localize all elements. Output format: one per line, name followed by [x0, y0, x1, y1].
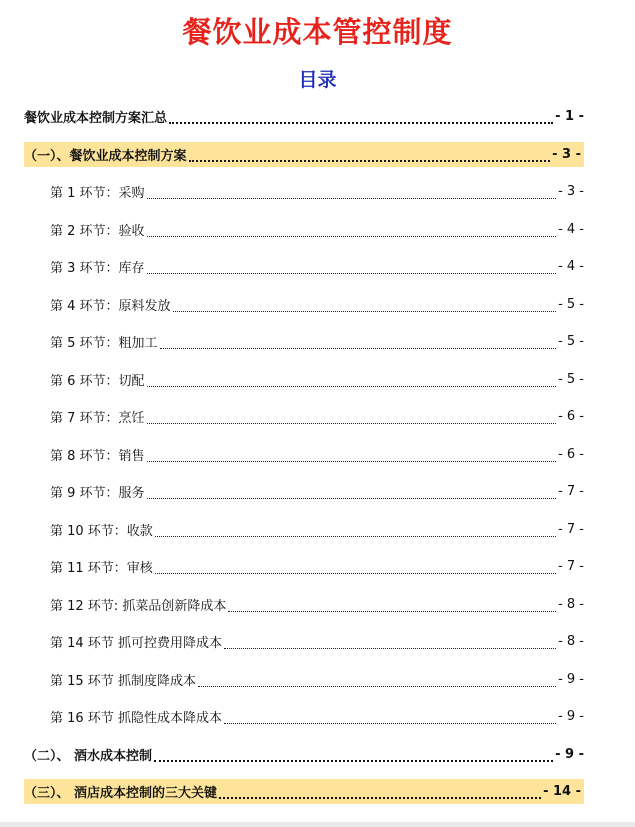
- toc-dot-leader: [189, 147, 551, 162]
- toc-entry[interactable]: [50, 217, 584, 242]
- toc-entry-label: 第 11 环节：审核: [50, 561, 153, 576]
- toc-entry[interactable]: [50, 292, 584, 317]
- toc-dot-leader: [147, 185, 557, 199]
- toc-dot-leader: [147, 448, 557, 462]
- toc-entry-page-number: - 9 -: [558, 672, 584, 687]
- toc-entry[interactable]: [50, 404, 584, 429]
- toc-entry-label: 第 5 环节：粗加工: [50, 336, 158, 351]
- toc-dot-leader: [154, 747, 553, 762]
- toc-entry-label: 第 4 环节：原料发放: [50, 299, 171, 314]
- toc-entry[interactable]: [24, 142, 584, 167]
- toc-entry-label: 第 12 环节: 抓菜品创新降成本: [50, 599, 227, 614]
- toc-dot-leader: [147, 260, 557, 274]
- toc-entry-page-number: - 9 -: [558, 709, 584, 724]
- toc-entry-label: （三）、 酒店成本控制的三大关键: [24, 786, 218, 801]
- toc-entry[interactable]: [50, 667, 584, 692]
- toc-entry[interactable]: [50, 704, 584, 729]
- toc-entry-page-number: - 8 -: [558, 597, 584, 612]
- toc-dot-leader: [198, 673, 556, 687]
- toc-entry[interactable]: [24, 742, 584, 767]
- toc-entry-label: 第 3 环节：库存: [50, 261, 145, 276]
- toc-entry[interactable]: [24, 779, 584, 804]
- toc-dot-leader: [224, 710, 556, 724]
- toc-entry[interactable]: [50, 442, 584, 467]
- toc-entry[interactable]: [24, 104, 584, 129]
- toc-entry[interactable]: [50, 329, 584, 354]
- toc-dot-leader: [169, 109, 553, 124]
- toc-entry-label: 第 9 环节：服务: [50, 486, 145, 501]
- toc-entry[interactable]: [50, 179, 584, 204]
- toc-entry-page-number: - 7 -: [558, 559, 584, 574]
- toc-dot-leader: [160, 335, 557, 349]
- document-title: 餐饮业成本管控制度: [182, 15, 453, 49]
- toc-entry[interactable]: [50, 479, 584, 504]
- toc-dot-leader: [228, 598, 556, 612]
- toc-entry-page-number: - 3 -: [558, 184, 584, 199]
- toc-entry-page-number: - 3 -: [552, 147, 581, 162]
- toc-entry-page-number: - 8 -: [558, 634, 584, 649]
- toc-entry-label: 第 16 环节 抓隐性成本降成本: [50, 711, 222, 726]
- toc-entry-page-number: - 14 -: [543, 784, 581, 799]
- toc-dot-leader: [147, 373, 557, 387]
- toc-heading: 目录: [298, 69, 337, 91]
- toc-entry-label: 餐饮业成本控制方案汇总: [24, 111, 168, 126]
- toc-entry-page-number: - 7 -: [558, 522, 584, 537]
- toc-entry-page-number: - 5 -: [558, 372, 584, 387]
- toc-entry[interactable]: [50, 367, 584, 392]
- toc-dot-leader: [147, 223, 557, 237]
- toc-entry-page-number: - 5 -: [558, 297, 584, 312]
- toc-dot-leader: [155, 523, 556, 537]
- toc-entry-page-number: - 6 -: [558, 409, 584, 424]
- toc-entry[interactable]: [50, 254, 584, 279]
- toc-entry-page-number: - 1 -: [555, 109, 584, 124]
- toc-entry-page-number: - 5 -: [558, 334, 584, 349]
- toc-entry-label: 第 14 环节 抓可控费用降成本: [50, 636, 222, 651]
- toc-dot-leader: [224, 635, 556, 649]
- toc-dot-leader: [147, 410, 557, 424]
- toc-entry-label: 第 15 环节 抓制度降成本: [50, 674, 196, 689]
- toc-entry[interactable]: [50, 554, 584, 579]
- toc-entry[interactable]: [50, 592, 584, 617]
- toc-entry-label: 第 10 环节：收款: [50, 524, 153, 539]
- toc-entry-label: 第 7 环节：烹饪: [50, 411, 145, 426]
- toc-entry-label: 第 8 环节：销售: [50, 449, 145, 464]
- toc-entry-label: （一）、餐饮业成本控制方案: [24, 149, 187, 164]
- toc-entry[interactable]: [50, 629, 584, 654]
- toc-entry-label: 第 1 环节：采购: [50, 186, 145, 201]
- toc-dot-leader: [147, 485, 557, 499]
- page-bottom-edge: [0, 822, 635, 827]
- toc-entry-label: 第 6 环节：切配: [50, 374, 145, 389]
- toc-entry-label: （二）、 酒水成本控制: [24, 749, 153, 764]
- toc-entry-page-number: - 4 -: [558, 222, 584, 237]
- toc-entry-page-number: - 6 -: [558, 447, 584, 462]
- toc-entry-label: 第 2 环节：验收: [50, 224, 145, 239]
- toc-dot-leader: [173, 298, 557, 312]
- toc-dot-leader: [155, 560, 556, 574]
- toc-dot-leader: [219, 784, 541, 799]
- toc-entry-page-number: - 9 -: [555, 747, 584, 762]
- toc-entry-page-number: - 7 -: [558, 484, 584, 499]
- toc-entry-page-number: - 4 -: [558, 259, 584, 274]
- toc-entry[interactable]: [50, 517, 584, 542]
